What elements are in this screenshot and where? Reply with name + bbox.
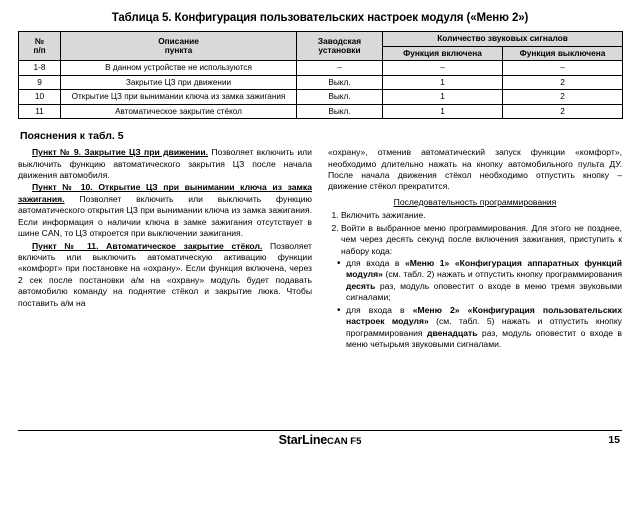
body-columns [18, 147, 622, 351]
cell-signals-on: 1 [383, 75, 503, 90]
header-signals: Количество звуковых сигналов [383, 32, 623, 47]
cell-signals-off: – [503, 61, 623, 76]
table-row [19, 61, 623, 76]
bullet-1-bold2: двенадцать [426, 327, 478, 338]
table-header-row [19, 32, 623, 47]
header-factory [297, 32, 383, 61]
bullet-1-pre: для входа в [346, 304, 413, 315]
brand-name: StarLine [278, 433, 328, 447]
bullet-1-mid1: «Конфигурация пользовательских настроек модуля» [346, 304, 622, 327]
paragraph-item-11 [18, 241, 312, 310]
paragraph-item-9-title: Пункт № 9. Закрытие ЦЗ при движении. [32, 147, 209, 158]
cell-factory: Выкл. [297, 90, 383, 105]
header-number-line1: № [34, 35, 45, 46]
cell-description: Автоматическое закрытие стёкол [61, 104, 297, 119]
step-item: 1. Включить зажигание. [341, 210, 622, 221]
cell-signals-on: – [383, 61, 503, 76]
header-factory-line1: Заводская [317, 35, 362, 46]
list-item [339, 258, 622, 304]
bullet-0-post: раз, модуль оповестит о входе в меню тремя звуковыми сигналами; [346, 280, 622, 303]
bullet-0-bold1: «Меню 1» [404, 257, 450, 268]
paragraph-item-9-text: Позволяет включить или выключить функцию автоматического закрытия ЦЗ после начала движения автомобиля. [18, 147, 312, 181]
cell-signals-off: 2 [503, 75, 623, 90]
footer-divider [18, 430, 622, 431]
bullet-0-mid1: «Конфигурация аппаратных функций модуля» [346, 257, 622, 280]
bullet-0-bold2: десять [346, 280, 376, 291]
paragraph-item-9 [18, 147, 312, 181]
header-factory-line2: установки [318, 45, 361, 56]
cell-description: В данном устройстве не используются [61, 61, 297, 76]
cell-signals-on: 1 [383, 90, 503, 105]
page-footer [0, 430, 640, 452]
header-number [19, 32, 61, 61]
header-description-line1: Описание [158, 35, 199, 46]
cell-signals-off: 2 [503, 90, 623, 105]
cell-description: Закрытие ЦЗ при движении [61, 75, 297, 90]
bullet-1-bold1: «Меню 2» [412, 304, 460, 315]
menu-entry-list [328, 258, 622, 350]
table-row [19, 90, 623, 105]
paragraph-continuation: «охрану», отменив автоматический запуск функции «комфорт», необходимо длительно нажать на кнопку автомобильного пульта ДУ. После начала движения стёкол необходимо отпустить кнопку – движение стёкол прекратится. [328, 147, 622, 192]
cell-number: 1-8 [19, 61, 61, 76]
settings-table [18, 31, 623, 119]
left-column [18, 147, 312, 351]
paragraph-item-11-title: Пункт № 11. Автоматическое закрытие стёкол. [32, 240, 263, 251]
cell-number: 9 [19, 75, 61, 90]
paragraph-item-10-title: Пункт № 10. Открытие ЦЗ при вынимании ключа из замка зажигания. [18, 182, 312, 204]
bullet-0-pre: для входа в [346, 257, 405, 268]
cell-factory: – [297, 61, 383, 76]
cell-number: 11 [19, 104, 61, 119]
cell-description: Открытие ЦЗ при вынимании ключа из замка зажигания [61, 90, 297, 105]
header-description-line2: пункта [164, 45, 193, 56]
header-number-line2: п/п [33, 45, 46, 56]
table-row [19, 104, 623, 119]
bullet-1-post: раз, модуль оповестит о входе в меню четырьмя звуковыми сигналами. [346, 327, 622, 349]
notes-heading: Пояснения к табл. 5 [20, 130, 124, 143]
brand-model: CAN F5 [327, 436, 362, 447]
bullet-1-mid2: (см. табл. 5) нажать и отпустить кнопку программирования [346, 316, 622, 338]
cell-signals-on: 1 [383, 104, 503, 119]
table-row [19, 75, 623, 90]
paragraph-item-11-text: Позволяет включить или выключить автоматическую активацию функции «комфорт» при постановке на «охрану». Если функция включена, через 2 сек после постановки а/м на «охрану» модуль будет подавать автомобилю команду на поднятие стёкол и закрытие люка. Чтобы поставить а/м на [18, 240, 312, 308]
brand-logo [0, 433, 640, 447]
cell-number: 10 [19, 90, 61, 105]
programming-sequence-title: Последовательность программирования [393, 196, 557, 207]
list-item [339, 305, 622, 351]
paragraph-item-10-text: Позволяет включить или выключить функцию автоматического открытия ЦЗ при вынимании ключа из замка зажигания. Если информация о наличии ключа в замке зажигания отсутствует в шине CAN, то ЦЗ откроется при выключении зажигания. [18, 193, 312, 239]
table-title: Таблица 5. Конфигурация пользовательских настроек модуля («Меню 2») [111, 12, 529, 24]
header-signals-on: Функция включена [383, 46, 503, 61]
cell-signals-off: 2 [503, 104, 623, 119]
cell-factory: Выкл. [297, 75, 383, 90]
programming-steps [328, 210, 622, 257]
paragraph-item-10 [18, 182, 312, 239]
header-signals-off: Функция выключена [503, 46, 623, 61]
step-item: 2. Войти в выбранное меню программирования. Для этого не позднее, чем через десять секунд после включения зажигания, приступить к набору кода: [341, 223, 622, 257]
bullet-0-mid2: (см. табл. 2) нажать и отпустить кнопку программирования [382, 269, 622, 280]
page-number: 15 [608, 434, 620, 446]
cell-factory: Выкл. [297, 104, 383, 119]
right-column [328, 147, 622, 351]
header-description [61, 32, 297, 61]
